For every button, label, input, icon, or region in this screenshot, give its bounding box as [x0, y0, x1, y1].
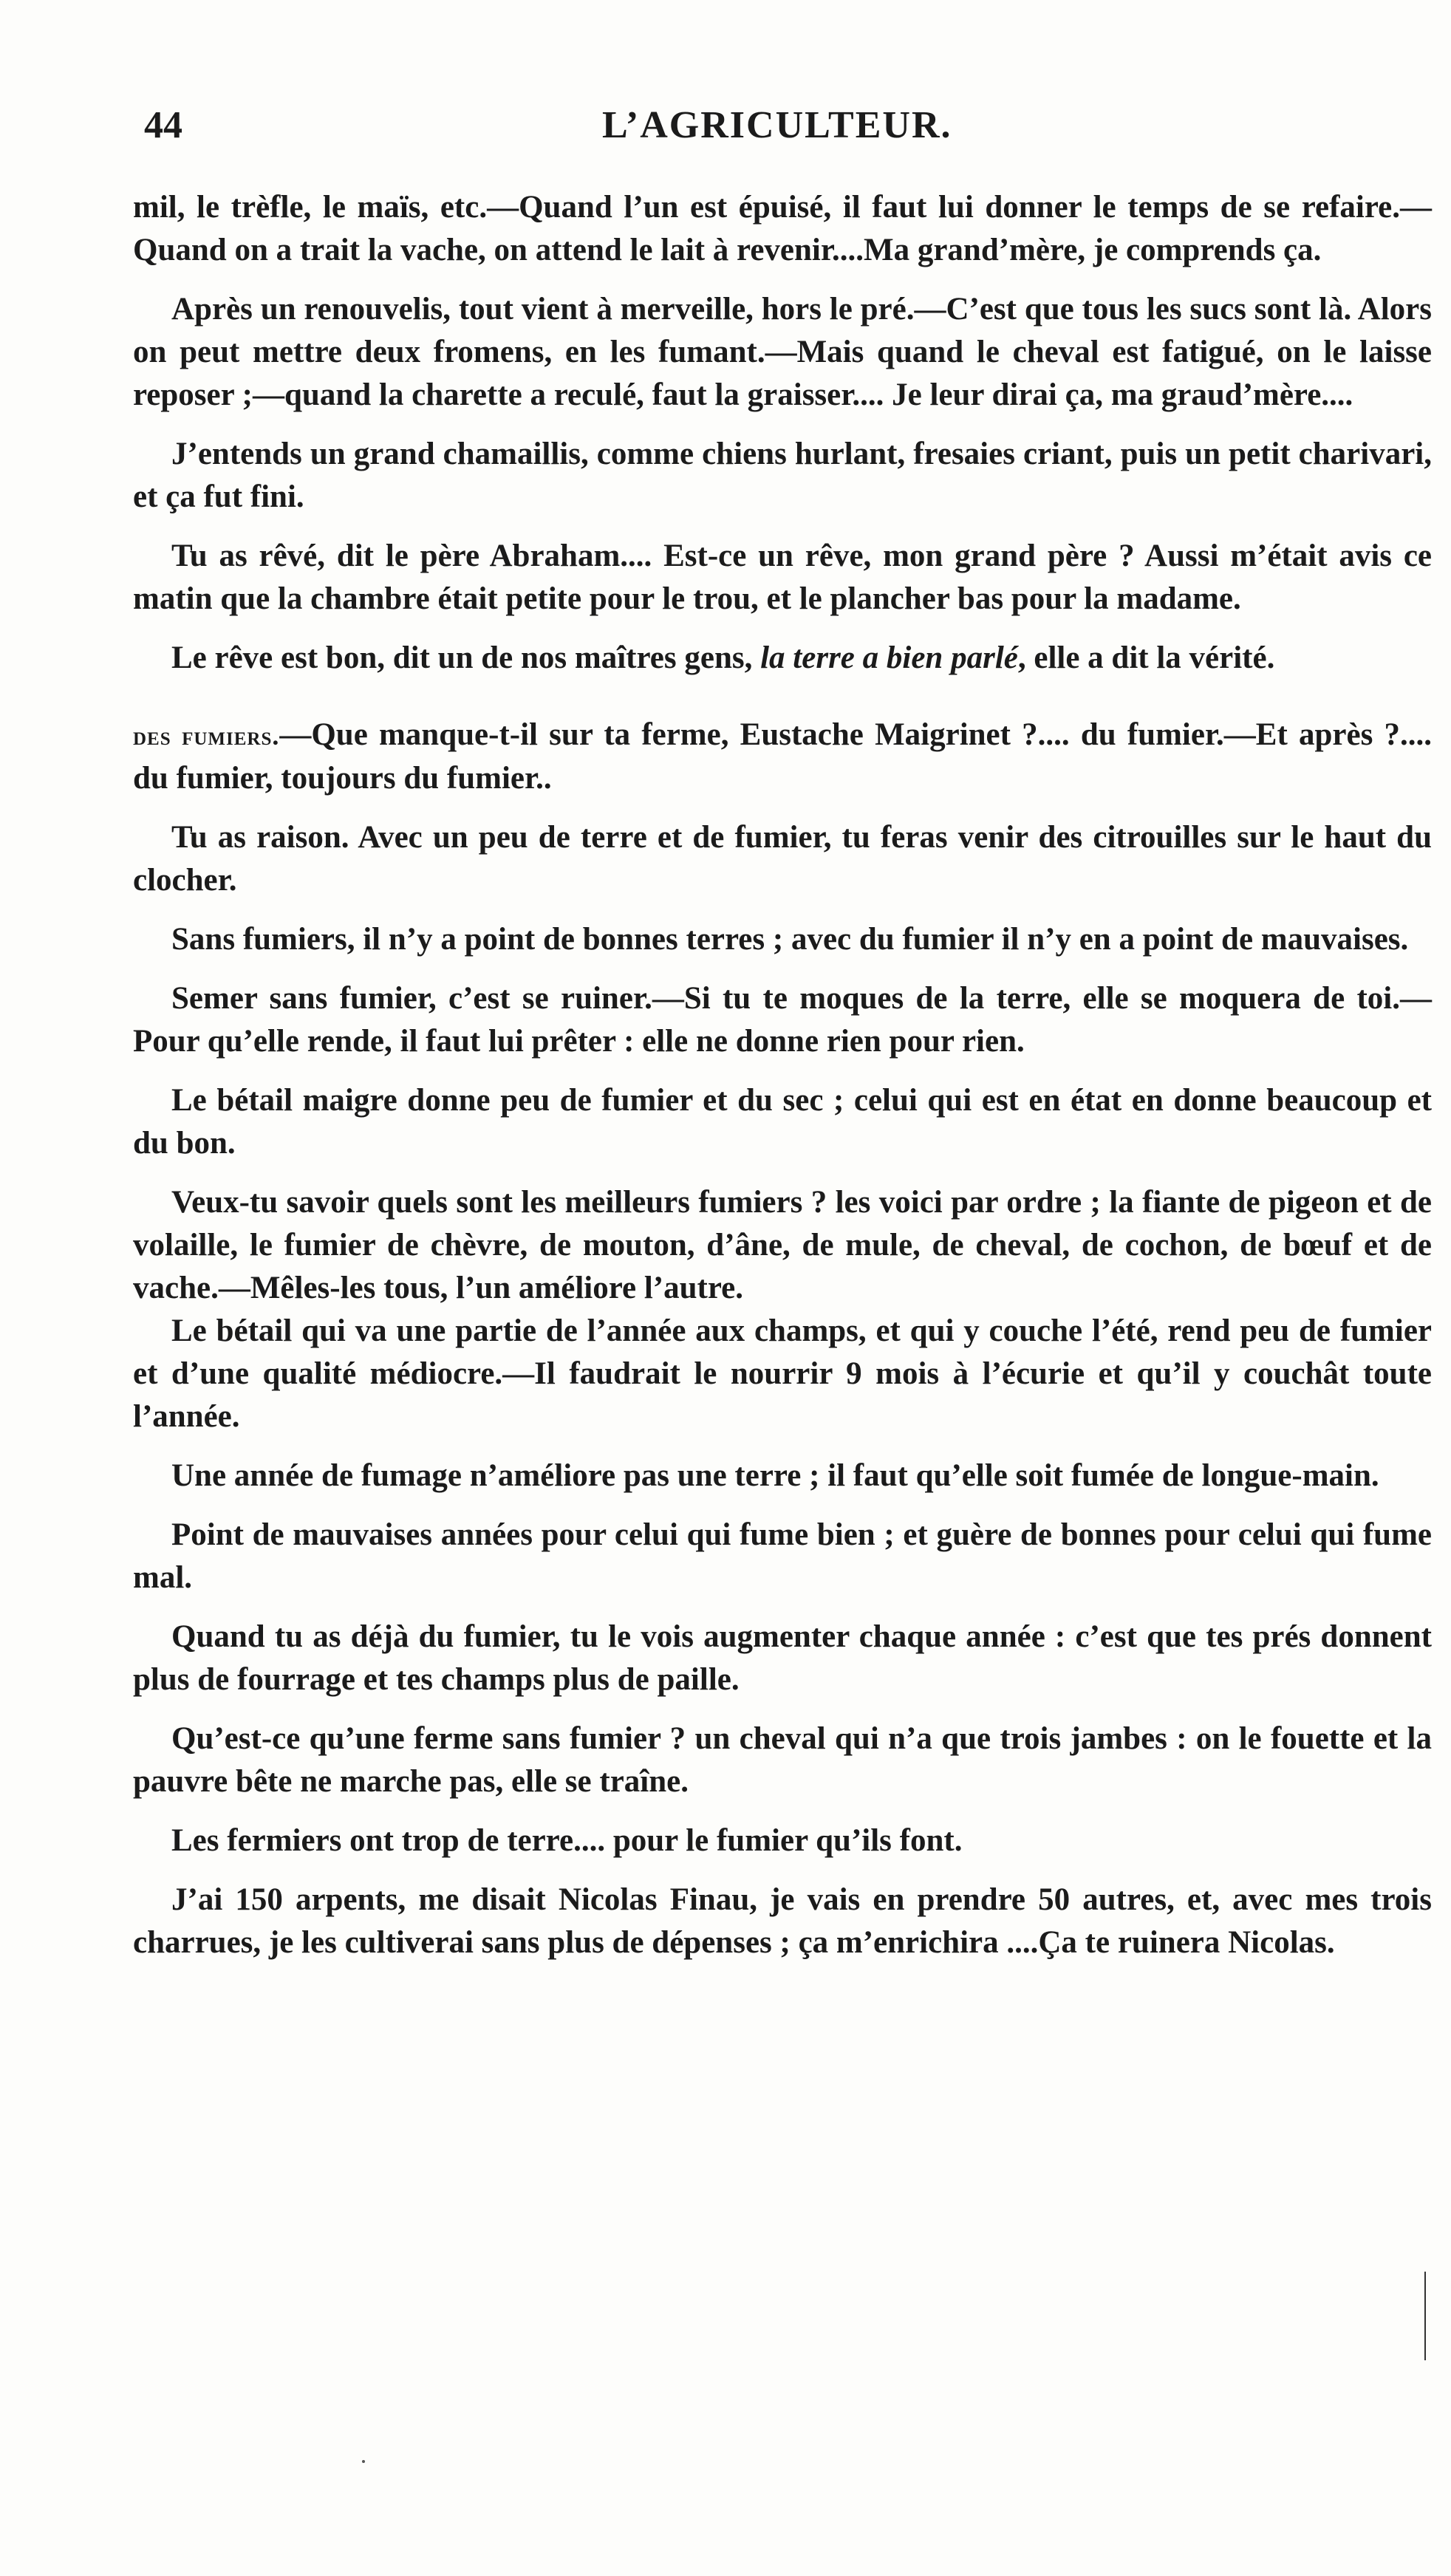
paragraph-5-text-b: , elle a dit la vérité.	[1017, 640, 1275, 675]
paragraph-9: Semer sans fumier, c’est se ruiner.—Si tu te moques de la terre, elle se moquera de toi.—Pour qu’elle rende, il faut lui prêter : elle ne donne rien pour rien.	[133, 981, 1432, 1059]
paragraph-4: Tu as rêvé, dit le père Abraham.... Est-ce un rêve, mon grand père ? Aussi m’était avis ce matin que la chambre était petite pour le trou, et le plancher bas pour la madame.	[133, 539, 1432, 616]
running-title: L’AGRICULTEUR.	[602, 104, 952, 146]
paragraph-5-text-a: Le rêve est bon, dit un de nos maîtres gens,	[171, 640, 761, 675]
paragraph-17: Les fermiers ont trop de terre.... pour le fumier qu’ils font.	[171, 1823, 963, 1858]
section-heading-fumiers: des fumiers.	[133, 721, 280, 751]
paragraph-5	[133, 637, 1432, 680]
margin-rule	[1424, 2272, 1426, 2360]
paragraph-2: Après un renouvelis, tout vient à merveille, hors le pré.—C’est que tous les sucs sont là. Alors on peut mettre deux fromens, en les fumant.—Mais quand le cheval est fatigué, on le laisse reposer ;—quand la charette a reculé, faut la graisser.... Je leur dirai ça, ma graud’mère....	[133, 292, 1432, 412]
paragraph-3: J’entends un grand chamaillis, comme chiens hurlant, fresaies criant, puis un petit charivari, et ça fut fini.	[133, 437, 1432, 514]
paragraph-8: Sans fumiers, il n’y a point de bonnes terres ; avec du fumier il n’y en a point de mauvaises.	[171, 922, 1409, 957]
paragraph-16: Qu’est-ce qu’une ferme sans fumier ? un cheval qui n’a que trois jambes : on le fouette et la pauvre bête ne marche pas, elle se traîne.	[133, 1721, 1432, 1799]
page-header	[144, 103, 1426, 155]
section-fumiers-paragraph	[133, 714, 1432, 800]
paragraph-7: Tu as raison. Avec un peu de terre et de fumier, tu feras venir des citrouilles sur le haut du clocher.	[133, 820, 1432, 898]
section-fumiers-text: —Que manque-t-il sur ta ferme, Eustache Maigrinet ?.... du fumier.—Et après ?.... du fumier, toujours du fumier..	[133, 717, 1433, 796]
paragraph-12: Le bétail qui va une partie de l’année aux champs, et qui y couche l’été, rend peu de fumier et d’une qualité médiocre.—Il faudrait le nourrir 9 mois à l’écurie et qu’il y couchât toute l’année.	[133, 1313, 1432, 1434]
page-body	[133, 186, 1432, 1981]
paragraph-10: Le bétail maigre donne peu de fumier et du sec ; celui qui est en état en donne beaucoup et du bon.	[133, 1083, 1432, 1161]
paragraph-11: Veux-tu savoir quels sont les meilleurs fumiers ? les voici par ordre ; la fiante de pigeon et de volaille, le fumier de chèvre, de mouton, d’âne, de mule, de cheval, de cochon, de bœuf et de vache.—Mêles-les tous, l’un améliore l’autre.	[133, 1185, 1432, 1305]
page-number: 44	[144, 104, 182, 146]
paragraph-18: J’ai 150 arpents, me disait Nicolas Finau, je vais en prendre 50 autres, et, avec mes trois charrues, je les cultiverai sans plus de dépenses ; ça m’enrichira ....Ça te ruinera Nicolas.	[133, 1882, 1432, 1960]
ink-speck	[362, 2460, 365, 2463]
paragraph-14: Point de mauvaises années pour celui qui fume bien ; et guère de bonnes pour celui qui fume mal.	[133, 1517, 1432, 1595]
paragraph-13: Une année de fumage n’améliore pas une terre ; il faut qu’elle soit fumée de longue-main.	[171, 1458, 1379, 1493]
paragraph-1: mil, le trèfle, le maïs, etc.—Quand l’un est épuisé, il faut lui donner le temps de se refaire.—Quand on a trait la vache, on attend le lait à revenir....Ma grand’mère, je comprends ça.	[133, 190, 1432, 267]
paragraph-5-italic: la terre a bien parlé	[760, 640, 1018, 675]
paragraph-15: Quand tu as déjà du fumier, tu le vois augmenter chaque année : c’est que tes prés donnent plus de fourrage et tes champs plus de paille.	[133, 1619, 1432, 1697]
